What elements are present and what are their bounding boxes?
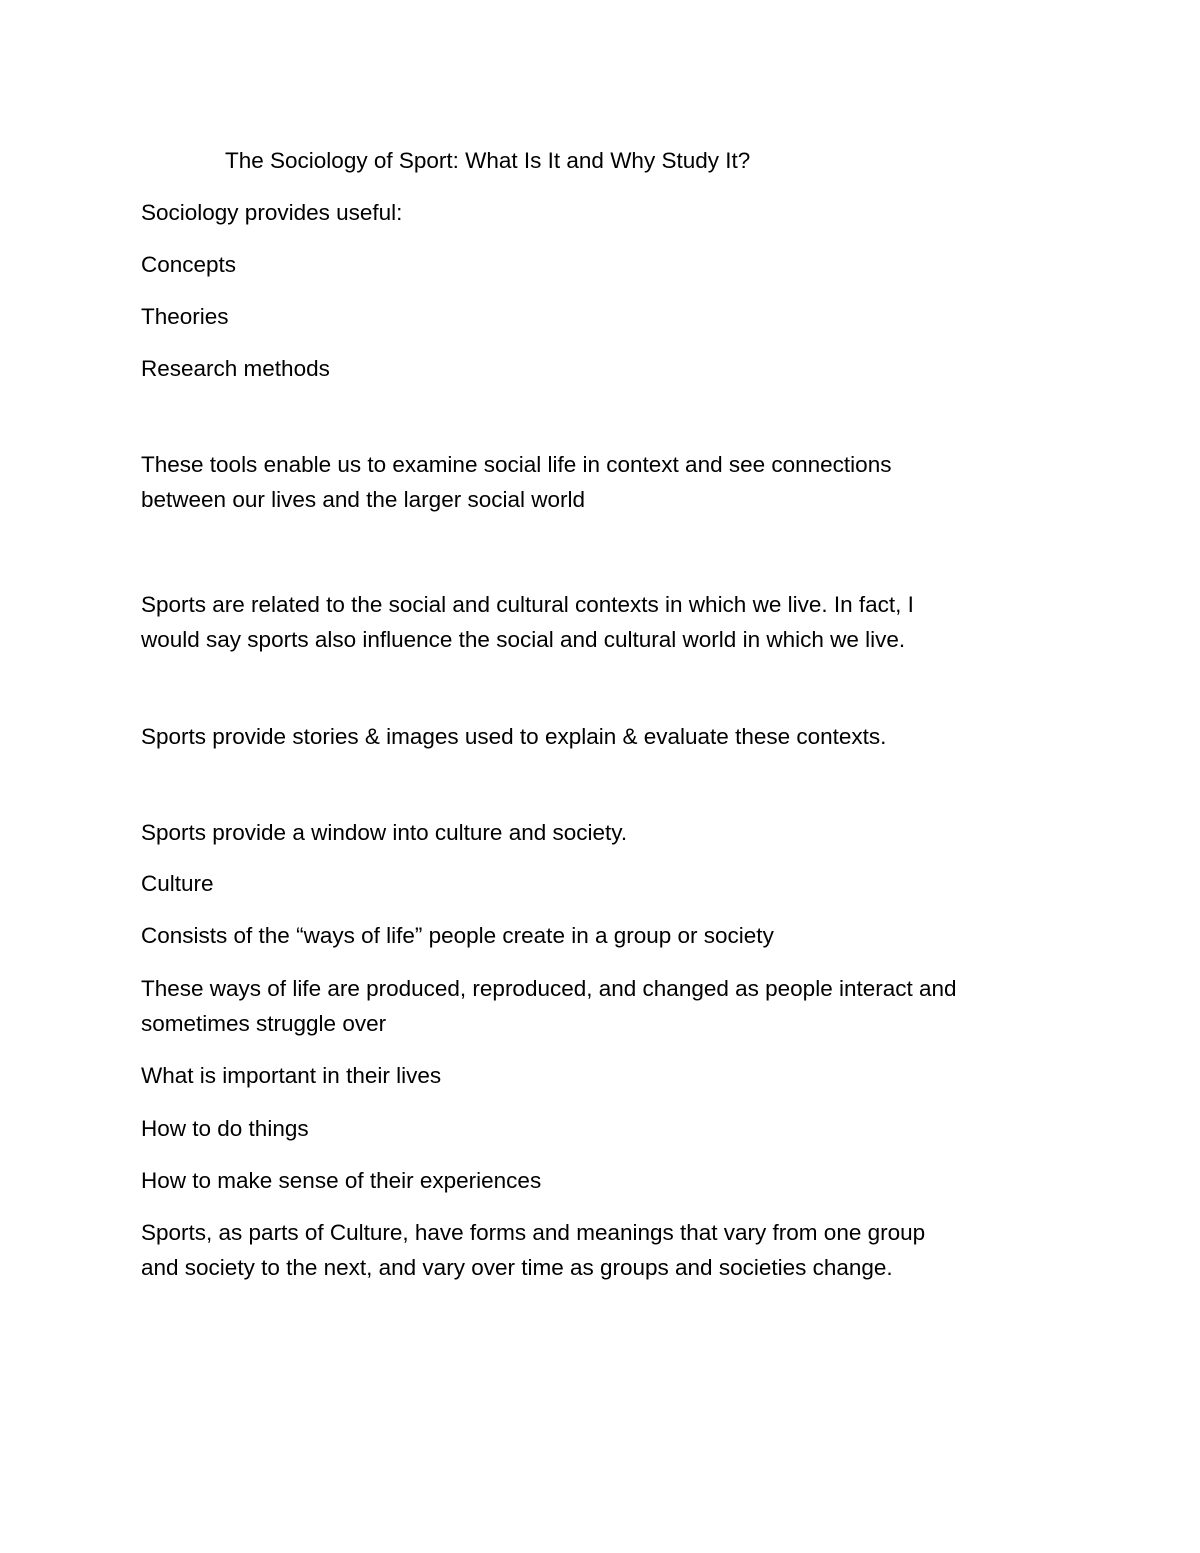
culture-heading: Culture	[141, 871, 214, 896]
intro-line: Sociology provides useful:	[141, 200, 403, 225]
closing-paragraph-line-2: and society to the next, and vary over time as groups and societies change.	[141, 1255, 893, 1280]
ways-item-how-to-do: How to do things	[141, 1116, 309, 1141]
ways-item-important: What is important in their lives	[141, 1063, 442, 1088]
document-title: The Sociology of Sport: What Is It and Why Study It?	[225, 148, 751, 173]
list-item-concepts: Concepts	[141, 252, 237, 277]
list-item-research-methods: Research methods	[141, 356, 330, 381]
list-item-theories: Theories	[141, 304, 229, 329]
ways-item-make-sense: How to make sense of their experiences	[141, 1168, 542, 1193]
culture-definition: Consists of the “ways of life” people create in a group or society	[141, 923, 774, 948]
window-line: Sports provide a window into culture and society.	[141, 820, 628, 845]
context-paragraph-line-1: Sports are related to the social and cultural contexts in which we live. In fact, I	[141, 592, 914, 617]
tools-paragraph-line-1: These tools enable us to examine social life in context and see connections	[141, 452, 892, 477]
context-paragraph-line-2: would say sports also influence the social and cultural world in which we live.	[141, 627, 906, 652]
stories-paragraph: Sports provide stories & images used to explain & evaluate these contexts.	[141, 724, 887, 749]
closing-paragraph-line-1: Sports, as parts of Culture, have forms and meanings that vary from one group	[141, 1220, 926, 1245]
tools-paragraph-line-2: between our lives and the larger social world	[141, 487, 585, 512]
ways-paragraph-line-2: sometimes struggle over	[141, 1011, 387, 1036]
ways-paragraph-line-1: These ways of life are produced, reproduced, and changed as people interact and	[141, 976, 957, 1001]
